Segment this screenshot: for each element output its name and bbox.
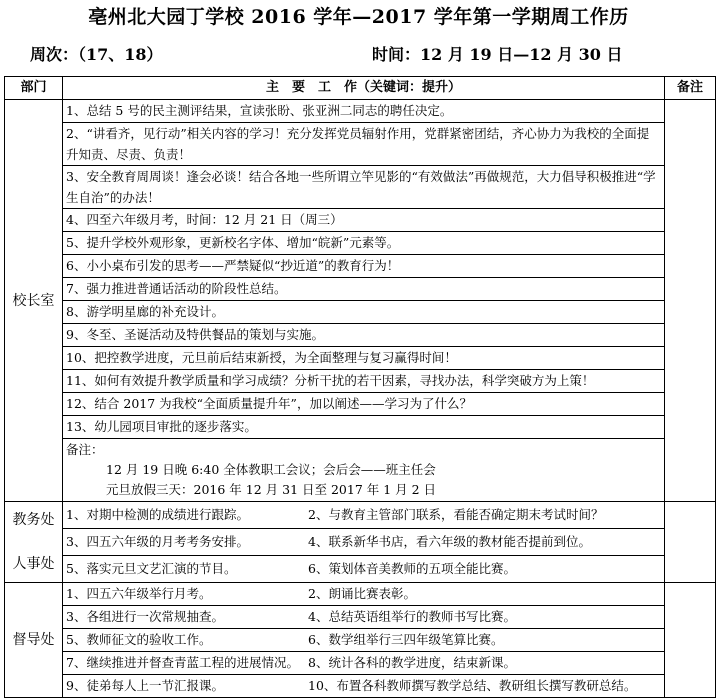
- table-row: [5, 502, 716, 529]
- remarks-cell-supervision: [665, 583, 716, 698]
- academic-item: 1、对期中检测的成绩进行跟踪。: [66, 507, 249, 522]
- principal-item: 8、游学明星廊的补充设计。: [63, 301, 665, 324]
- principal-item: 3、安全教育周周谈！逢会必谈！结合各地一些所谓立竿见影的“有效做法”再做规范，大力倡导积极推进“学生自治”的办法！: [63, 166, 665, 209]
- principal-item: 7、强力推进普通话活动的阶段性总结。: [63, 278, 665, 301]
- table-row: [5, 324, 716, 347]
- work-calendar-table: [4, 76, 716, 698]
- supervision-item: 8、统计各科的教学进度，结束新课。: [308, 655, 516, 670]
- table-row: [5, 629, 716, 652]
- supervision-item: 5、教师征文的验收工作。: [66, 632, 212, 647]
- table-row: [5, 301, 716, 324]
- principal-item: 10、把控教学进度，元旦前后结束新授，为全面整理与复习赢得时间！: [63, 347, 665, 370]
- principal-item: 2、“讲看齐，见行动”相关内容的学习！充分发挥党员辐射作用，党群紧密团结，齐心协力为我校的全面提升知责、尽责、负责！: [63, 123, 665, 166]
- academic-row: [63, 529, 665, 556]
- table-row: [5, 606, 716, 629]
- page-title: 亳州北大园丁学校 2016 学年—2017 学年第一学期周工作历: [88, 6, 629, 28]
- supervision-item: 1、四五六年级举行月考。: [66, 586, 212, 601]
- principal-item: 13、幼儿园项目审批的逐步落实。: [63, 416, 665, 439]
- supervision-row: [63, 606, 665, 629]
- week-label: 周次：（17、18）: [30, 45, 163, 64]
- time-label: 时间：12 月 19 日—12 月 30 日: [372, 45, 623, 64]
- principal-item: 12、结合 2017 为我校“全面质量提升年”，加以阐述——学习为了什么？: [63, 393, 665, 416]
- academic-item: 6、策划体音美教师的五项全能比赛。: [308, 561, 516, 576]
- principal-notes: [63, 439, 665, 502]
- academic-item: 5、落实元旦文艺汇演的节目。: [66, 561, 237, 576]
- dept-personnel: 人事处: [12, 556, 55, 572]
- supervision-item: 2、朗诵比赛表彰。: [308, 586, 416, 601]
- supervision-item: 3、各组进行一次常规抽查。: [66, 609, 224, 624]
- supervision-item: 6、数学组举行三四年级笔算比赛。: [308, 632, 504, 647]
- principal-item: 11、如何有效提升教学质量和学习成绩？分析干扰的若干因素，寻找办法，科学突破方为上策！: [63, 370, 665, 393]
- academic-item: 3、四五六年级的月考考务安排。: [66, 534, 249, 549]
- header-department: 部门: [5, 77, 63, 100]
- supervision-item: 7、继续推进并督查青蓝工程的进展情况。: [66, 655, 299, 670]
- table-row: [5, 347, 716, 370]
- remarks-cell-principal: [665, 100, 716, 502]
- dept-academic-personnel: [5, 502, 63, 583]
- table-row: [5, 393, 716, 416]
- principal-item: 5、提升学校外观形象，更新校名字体、增加“皖新”元素等。: [63, 232, 665, 255]
- academic-item: 2、与教育主管部门联系，看能否确定期末考试时间？: [308, 507, 604, 522]
- table-row: [5, 529, 716, 556]
- dept-academic-affairs: 教务处: [12, 512, 55, 528]
- supervision-item: 10、布置各科教师撰写教学总结、教研组长撰写教研总结。: [308, 678, 637, 693]
- supervision-row: [63, 652, 665, 675]
- notes-title: 备注：: [66, 442, 104, 457]
- table-row: [5, 370, 716, 393]
- supervision-row: [63, 583, 665, 606]
- table-header-row: [5, 77, 716, 100]
- header-work: 主 要 工 作（关键词：提升）: [63, 77, 665, 100]
- table-row: [5, 583, 716, 606]
- table-row: [5, 232, 716, 255]
- principal-item: 9、冬至、圣诞活动及特供餐品的策划与实施。: [63, 324, 665, 347]
- supervision-item: 4、总结英语组举行的教师书写比赛。: [308, 609, 516, 624]
- supervision-row: [63, 629, 665, 652]
- dept-supervision: 督导处: [5, 583, 63, 698]
- dept-principal-office: 校长室: [5, 100, 63, 502]
- table-row: [5, 675, 716, 698]
- note-line: 元旦放假三天：2016 年 12 月 31 日至 2017 年 1 月 2 日: [106, 482, 437, 497]
- table-row: [5, 123, 716, 166]
- principal-item: 6、小小桌布引发的思考——严禁疑似“抄近道”的教育行为！: [63, 255, 665, 278]
- academic-row: [63, 502, 665, 529]
- table-row: [5, 100, 716, 123]
- remarks-cell-academic: [665, 502, 716, 583]
- table-row: [5, 556, 716, 583]
- header-remarks: 备注: [665, 77, 716, 100]
- table-row: [5, 416, 716, 439]
- academic-row: [63, 556, 665, 583]
- note-line: 12 月 19 日晚 6:40 全体教职工会议；会后会——班主任会: [106, 462, 436, 477]
- table-row: [5, 278, 716, 301]
- table-row: [5, 439, 716, 502]
- table-row: [5, 166, 716, 209]
- principal-item: 4、四至六年级月考，时间：12 月 21 日（周三）: [63, 209, 665, 232]
- academic-item: 4、联系新华书店，看六年级的教材能否提前到位。: [308, 534, 591, 549]
- table-row: [5, 652, 716, 675]
- table-row: [5, 209, 716, 232]
- principal-item: 1、总结 5 号的民主测评结果，宣读张盼、张亚洲二同志的聘任决定。: [63, 100, 665, 123]
- supervision-row: [63, 675, 665, 698]
- table-row: [5, 255, 716, 278]
- supervision-item: 9、徒弟每人上一节汇报课。: [66, 678, 224, 693]
